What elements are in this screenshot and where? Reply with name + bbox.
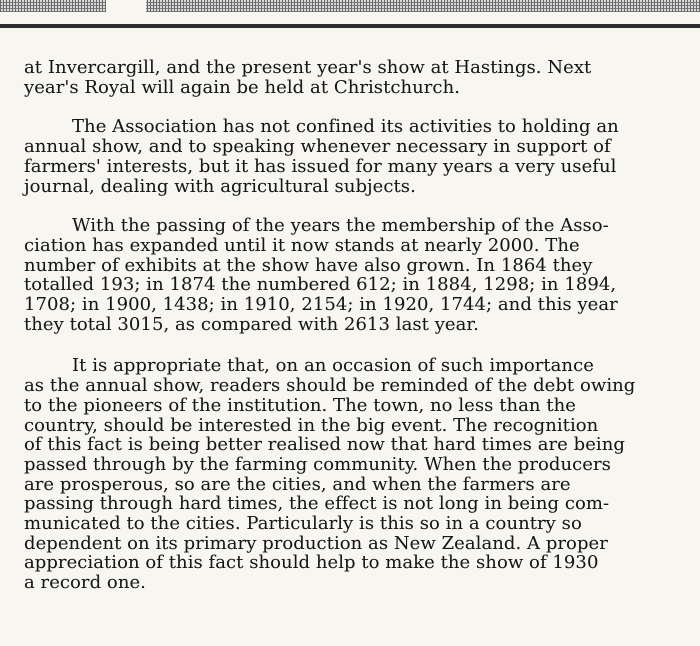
text-line: at Invercargill, and the present year's show at Hastings. Next: [24, 57, 592, 78]
text-line: municated to the cities. Particularly is this so in a country so: [24, 513, 582, 535]
text-line: of this fact is being better realised now that hard times are being: [24, 434, 625, 456]
text-line: a record one.: [24, 572, 146, 594]
paragraph-1: [24, 58, 670, 97]
article-body: [24, 58, 670, 618]
header-dot-strip: [0, 0, 700, 12]
header-rule: [0, 14, 700, 32]
text-line: journal, dealing with agricultural subjects.: [24, 175, 416, 197]
text-line: annual show, and to speaking whenever necessary in support of: [24, 136, 611, 158]
text-line: totalled 193; in 1874 the numbered 612; in 1884, 1298; in 1894,: [24, 274, 617, 296]
text-line: With the passing of the years the membership of the Asso-: [72, 215, 609, 237]
text-line: dependent on its primary production as New Zealand. A proper: [24, 532, 608, 554]
header-strip-gap: [106, 0, 146, 13]
text-line: to the pioneers of the institution. The town, no less than the: [24, 394, 576, 416]
paragraph-2: [24, 117, 670, 196]
paragraph-3: [24, 216, 670, 334]
text-line: passed through by the farming community. When the producers: [24, 453, 611, 475]
text-line: are prosperous, so are the cities, and when the farmers are: [24, 473, 571, 495]
text-line: they total 3015, as compared with 2613 last year.: [24, 313, 479, 335]
text-line: farmers' interests, but it has issued for many years a very useful: [24, 155, 617, 177]
text-line: country, should be interested in the big event. The recognition: [24, 414, 599, 436]
text-line: appreciation of this fact should help to make the show of 1930: [24, 552, 599, 574]
paragraph-4: [24, 356, 670, 592]
text-line: 1708; in 1900, 1438; in 1910, 2154; in 1920, 1744; and this year: [24, 294, 618, 316]
text-line: It is appropriate that, on an occasion of such importance: [72, 355, 594, 377]
text-line: The Association has not confined its activities to holding an: [72, 116, 619, 138]
text-line: passing through hard times, the effect is not long in being com-: [24, 493, 610, 515]
text-line: year's Royal will again be held at Christchurch.: [24, 76, 460, 98]
text-line: number of exhibits at the show have also grown. In 1864 they: [24, 254, 593, 276]
text-line: ciation has expanded until it now stands at nearly 2000. The: [24, 234, 580, 256]
text-line: as the annual show, readers should be reminded of the debt owing: [24, 375, 636, 397]
